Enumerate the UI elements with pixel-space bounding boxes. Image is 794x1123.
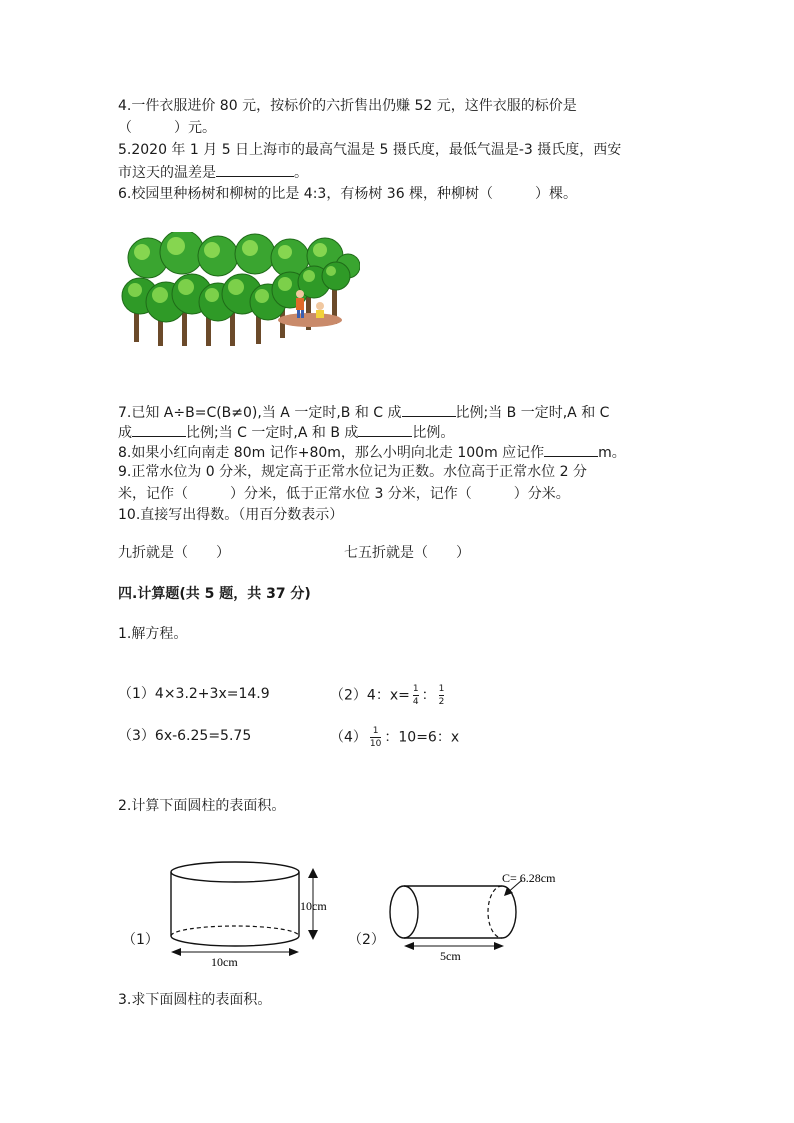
ground-patch (278, 313, 342, 327)
calc-q1-title: 1.解方程。 (118, 626, 188, 642)
fraction-one-tenth (370, 726, 381, 749)
q7-line2-text: 成 (118, 425, 132, 441)
section-title: 四.计算题(共 5 题，共 37 分) (118, 586, 311, 602)
fraction-one-quarter (413, 684, 419, 707)
q9-line2: 米，记作（ ）分米，低于正常水位 3 分米，记作（ ）分米。 (118, 486, 570, 502)
answer-blank[interactable] (358, 422, 412, 437)
q7-line2 (118, 422, 454, 443)
q7-line1 (118, 402, 609, 423)
equation-4-rest: ：10=6：x (384, 729, 460, 746)
answer-blank[interactable] (132, 422, 186, 437)
figure-2-length-label: 5cm (440, 949, 461, 963)
q5-line1: 5.2020 年 1 月 5 日上海市的最高气温是 5 摄氏度，最低气温是-3 摄氏度，西安 (118, 142, 622, 158)
figure-1-label: （1） (122, 932, 159, 948)
denominator: 10 (369, 739, 382, 749)
figure-1-width-label: 10cm (211, 955, 238, 969)
q10-line1: 10.直接写出得数。（用百分数表示） (118, 507, 344, 523)
q8-line1-text: 8.如果小红向南走 80m 记作+80m，那么小明向北走 100m 应记作 (118, 445, 545, 461)
q7-line2-mid: 比例;当 C 一定时,A 和 B 成 (186, 425, 359, 441)
figure-2-label: （2） (348, 932, 385, 948)
q6-line1: 6.校园里种杨树和柳树的比是 4:3，有杨树 36 棵，种柳树（ ）棵。 (118, 186, 578, 202)
q8-line1-end: m。 (598, 445, 626, 461)
answer-blank[interactable] (544, 442, 598, 457)
equation-4 (330, 726, 459, 749)
q5-line2-end: 。 (294, 165, 308, 181)
cylinder-left-end (390, 886, 418, 938)
q10-right: 七五折就是（ ） (344, 545, 470, 561)
numerator: 1 (412, 684, 419, 694)
equation-2 (330, 684, 447, 707)
numerator: 1 (438, 684, 445, 694)
q4-line2: （ ）元。 (118, 120, 216, 136)
forest-illustration (120, 232, 360, 356)
calc-q3-title: 3.求下面圆柱的表面积。 (118, 992, 272, 1008)
ratio-colon: ： (421, 687, 436, 704)
cylinder-figure-2 (384, 868, 574, 964)
q7-line2-end: 比例。 (412, 425, 455, 441)
q8-line1 (118, 442, 626, 463)
cylinder-top (171, 862, 299, 882)
q10-left: 九折就是（ ） (118, 545, 230, 561)
q7-line1-text: 7.已知 A÷B=C(B≠0),当 A 一定时,B 和 C 成 (118, 405, 402, 421)
equation-4-text: （4） (330, 729, 367, 746)
equation-2-text: （2）4：x= (330, 687, 410, 704)
answer-blank[interactable] (402, 402, 456, 417)
equation-3: （3）6x-6.25=5.75 (118, 728, 252, 744)
fraction-one-half (439, 684, 445, 707)
cylinder-figure-1 (165, 858, 345, 970)
denominator: 4 (412, 697, 419, 707)
q9-line1: 9.正常水位为 0 分米，规定高于正常水位记为正数。水位高于正常水位 2 分 (118, 464, 587, 480)
q5-line2 (118, 162, 308, 183)
figure-1-height-label: 10cm (300, 899, 327, 913)
answer-blank[interactable] (216, 162, 294, 177)
figure-2-circumference-label: C= 6.28cm (502, 871, 556, 885)
q4-line1: 4.一件衣服进价 80 元，按标价的六折售出仍赚 52 元，这件衣服的标价是 (118, 98, 577, 114)
q7-line1-rest: 比例;当 B 一定时,A 和 C (455, 405, 610, 421)
q5-line2-text: 市这天的温差是 (118, 165, 216, 181)
equation-1: （1）4×3.2+3x=14.9 (118, 686, 270, 702)
numerator: 1 (372, 726, 379, 736)
denominator: 2 (438, 697, 445, 707)
calc-q2-title: 2.计算下面圆柱的表面积。 (118, 798, 286, 814)
